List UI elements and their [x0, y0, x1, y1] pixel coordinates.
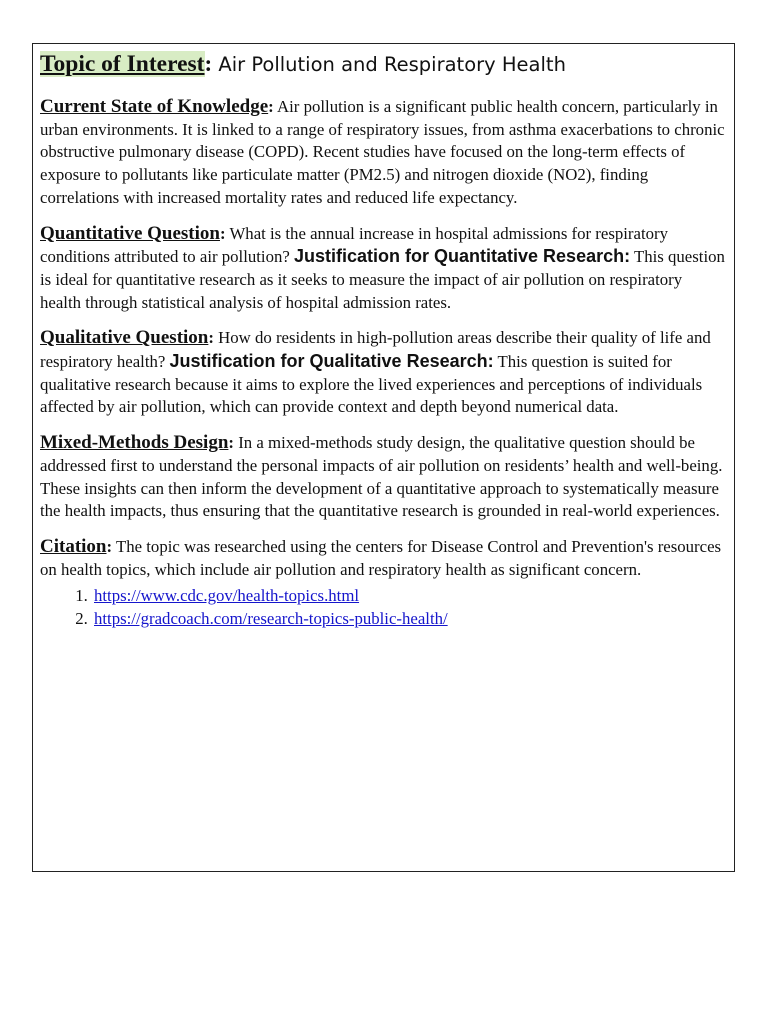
citation-section — [40, 536, 727, 581]
topic-line — [40, 48, 727, 83]
reference-link-cdc[interactable]: https://www.cdc.gov/health-topics.html — [94, 586, 360, 606]
knowledge-heading: Current State of Knowledge — [40, 96, 269, 117]
quantitative-question: What is the annual increase in hospital admissions for respiratory conditions attributed to air pollution? — [40, 223, 668, 267]
reference-list — [40, 584, 727, 630]
knowledge-section — [40, 96, 727, 210]
quantitative-justification-label: Justification for Quantitative Research: — [294, 246, 631, 267]
qualitative-justification: This question is suited for qualitative research because it aims to explore the lived experiences and perceptions of individuals affected by air pollution, which can provide context and depth beyond numerical data. — [40, 352, 703, 417]
reference-link-gradcoach[interactable]: https://gradcoach.com/research-topics-public-health/ — [94, 609, 448, 629]
topic-label: Topic of Interest — [40, 51, 205, 77]
quantitative-section — [40, 223, 727, 315]
document-box — [32, 43, 735, 872]
citation-body: The topic was researched using the centers for Disease Control and Prevention's resources on health topics, which include air pollution and respiratory health as significant concern. — [40, 536, 722, 579]
qualitative-section — [40, 327, 727, 419]
qualitative-colon: : — [208, 328, 214, 348]
mixed-methods-body: In a mixed-methods study design, the qualitative question should be addressed first to understand the personal impacts of air pollution on residents’ health and well-being. These insights can then inform the development of a quantitative approach to systematically measure the health impacts, thus ensuring that the quantitative research is grounded in real-world experiences. — [40, 433, 723, 521]
citation-heading: Citation — [40, 535, 107, 557]
reference-item — [92, 584, 727, 607]
qualitative-heading: Qualitative Question — [40, 327, 209, 349]
mixed-methods-heading: Mixed-Methods Design — [40, 432, 229, 454]
knowledge-body: Air pollution is a significant public health concern, particularly in urban environments. It is linked to a range of respiratory issues, from asthma exacerbations to chronic obstructive pulmonary disease (COPD). Recent studies have focused on the long-term effects of exposure to pollutants like particulate matter (PM2.5) and nitrogen dioxide (NO2), finding correlations with increased mortality rates and reduced life expectancy. — [40, 97, 725, 207]
mixed-methods-colon: : — [228, 433, 234, 453]
citation-colon: : — [106, 536, 113, 556]
reference-item — [92, 607, 727, 630]
quantitative-colon: : — [219, 223, 226, 243]
qualitative-justification-label: Justification for Qualitative Research: — [169, 351, 494, 372]
topic-colon: : — [204, 51, 213, 76]
topic-text: Air Pollution and Respiratory Health — [212, 53, 566, 76]
quantitative-heading: Quantitative Question — [40, 222, 220, 244]
knowledge-colon: : — [268, 97, 274, 116]
quantitative-justification: This question is ideal for quantitative research as it seeks to measure the impact of air pollution on respiratory health through statistical analysis of hospital admission rates. — [40, 247, 725, 312]
mixed-methods-section — [40, 432, 727, 523]
qualitative-question: How do residents in high-pollution areas describe their quality of life and respiratory health? — [40, 328, 711, 372]
